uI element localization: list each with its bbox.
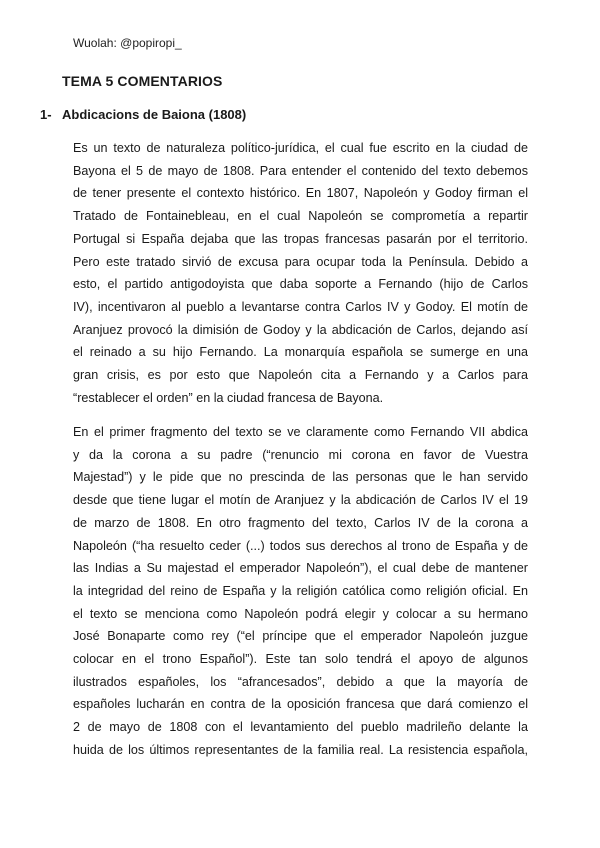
watermark-text: Wuolah: @popiropi_: [73, 36, 182, 50]
paragraph-line: Portugal si España dejaba que las tropas francesas pasarán por el territorio.: [73, 231, 528, 246]
paragraph-line: 2 de mayo de 1808 con el levantamiento del pueblo madrileño delante la: [73, 720, 528, 735]
paragraph-context: [73, 137, 528, 409]
paragraph-line: Aranjuez provocó la dimisión de Godoy y la abdicación de Carlos, dejando así: [73, 322, 528, 337]
section-title: Abdicacions de Baiona (1808): [62, 107, 247, 122]
paragraph-line: Tratado de Fontainebleau, en el cual Napoleón se comprometía a repartir: [73, 209, 528, 224]
paragraph-line: españoles lucharán en contra de la oposición francesa que dará comienzo el: [73, 697, 528, 712]
paragraph-line: Es un texto de naturaleza político-jurídica, el cual fue escrito en la ciudad de: [73, 141, 528, 155]
paragraph-line: ilustrados españoles, los “afrancesados”, debido a que la mayoría de: [73, 674, 528, 689]
paragraph-line: y da la corona a su padre (“renuncio mi corona en favor de Vuestra: [73, 447, 528, 462]
paragraph-analysis: [73, 421, 528, 762]
paragraph-line: “restablecer el orden” en la ciudad francesa de Bayona.: [73, 390, 384, 405]
section-heading: [40, 107, 246, 122]
paragraph-line: colocar en el trono Español”). Este tan solo tendrá el apoyo de algunos: [73, 652, 528, 667]
paragraph-line: esto, el partido antigodoyista que daba soporte a Fernando (hijo de Carlos: [73, 277, 528, 292]
paragraph-line: el texto se menciona como Napoleón podrá elegir y colocar a su hermano: [73, 606, 528, 621]
paragraph-line: las Indias a Su majestad el emperador Napoleón”), el cual debe de mantener: [73, 561, 528, 576]
paragraph-line: la integridad del reino de España y la religión católica como religión oficial. En: [73, 583, 528, 598]
paragraph-line: desde que tiene lugar el motín de Aranjuez y la abdicación de Carlos IV el 19: [73, 493, 528, 508]
paragraph-line: de tener presente el contexto histórico. En 1807, Napoleón y Godoy firman el: [73, 186, 528, 201]
paragraph-line: de marzo de 1808. En otro fragmento del texto, Carlos IV de la corona a: [73, 515, 528, 530]
paragraph-line: el reinado a su hijo Fernando. La monarquía española se sumerge en una: [73, 345, 528, 360]
paragraph-line: IV), incentivaron al pueblo a levantarse contra Carlos IV y Godoy. El motín de: [73, 299, 528, 314]
section-number: 1-: [40, 107, 52, 122]
paragraph-line: Bayona el 5 de mayo de 1808. Para entender el contenido del texto debemos: [73, 163, 528, 178]
document-title: TEMA 5 COMENTARIOS: [62, 73, 223, 89]
paragraph-line: gran crisis, es por esto que Napoleón cita a Fernando y a Carlos para: [73, 368, 528, 383]
paragraph-line: José Bonaparte como rey (“el príncipe que el emperador Napoleón juzgue: [73, 629, 528, 644]
paragraph-line: En el primer fragmento del texto se ve claramente como Fernando VII abdica: [73, 425, 528, 439]
paragraph-line: huida de los últimos representantes de la familia real. La resistencia española,: [73, 742, 528, 757]
paragraph-line: Majestad”) y le pide que no prescinda de las personas que le han servido: [73, 470, 528, 485]
paragraph-line: Pero este tratado sirvió de excusa para ocupar toda la Península. Debido a: [73, 254, 528, 269]
paragraph-line: Napoleón (“ha resuelto ceder (...) todos sus derechos al trono de España y de: [73, 538, 528, 553]
